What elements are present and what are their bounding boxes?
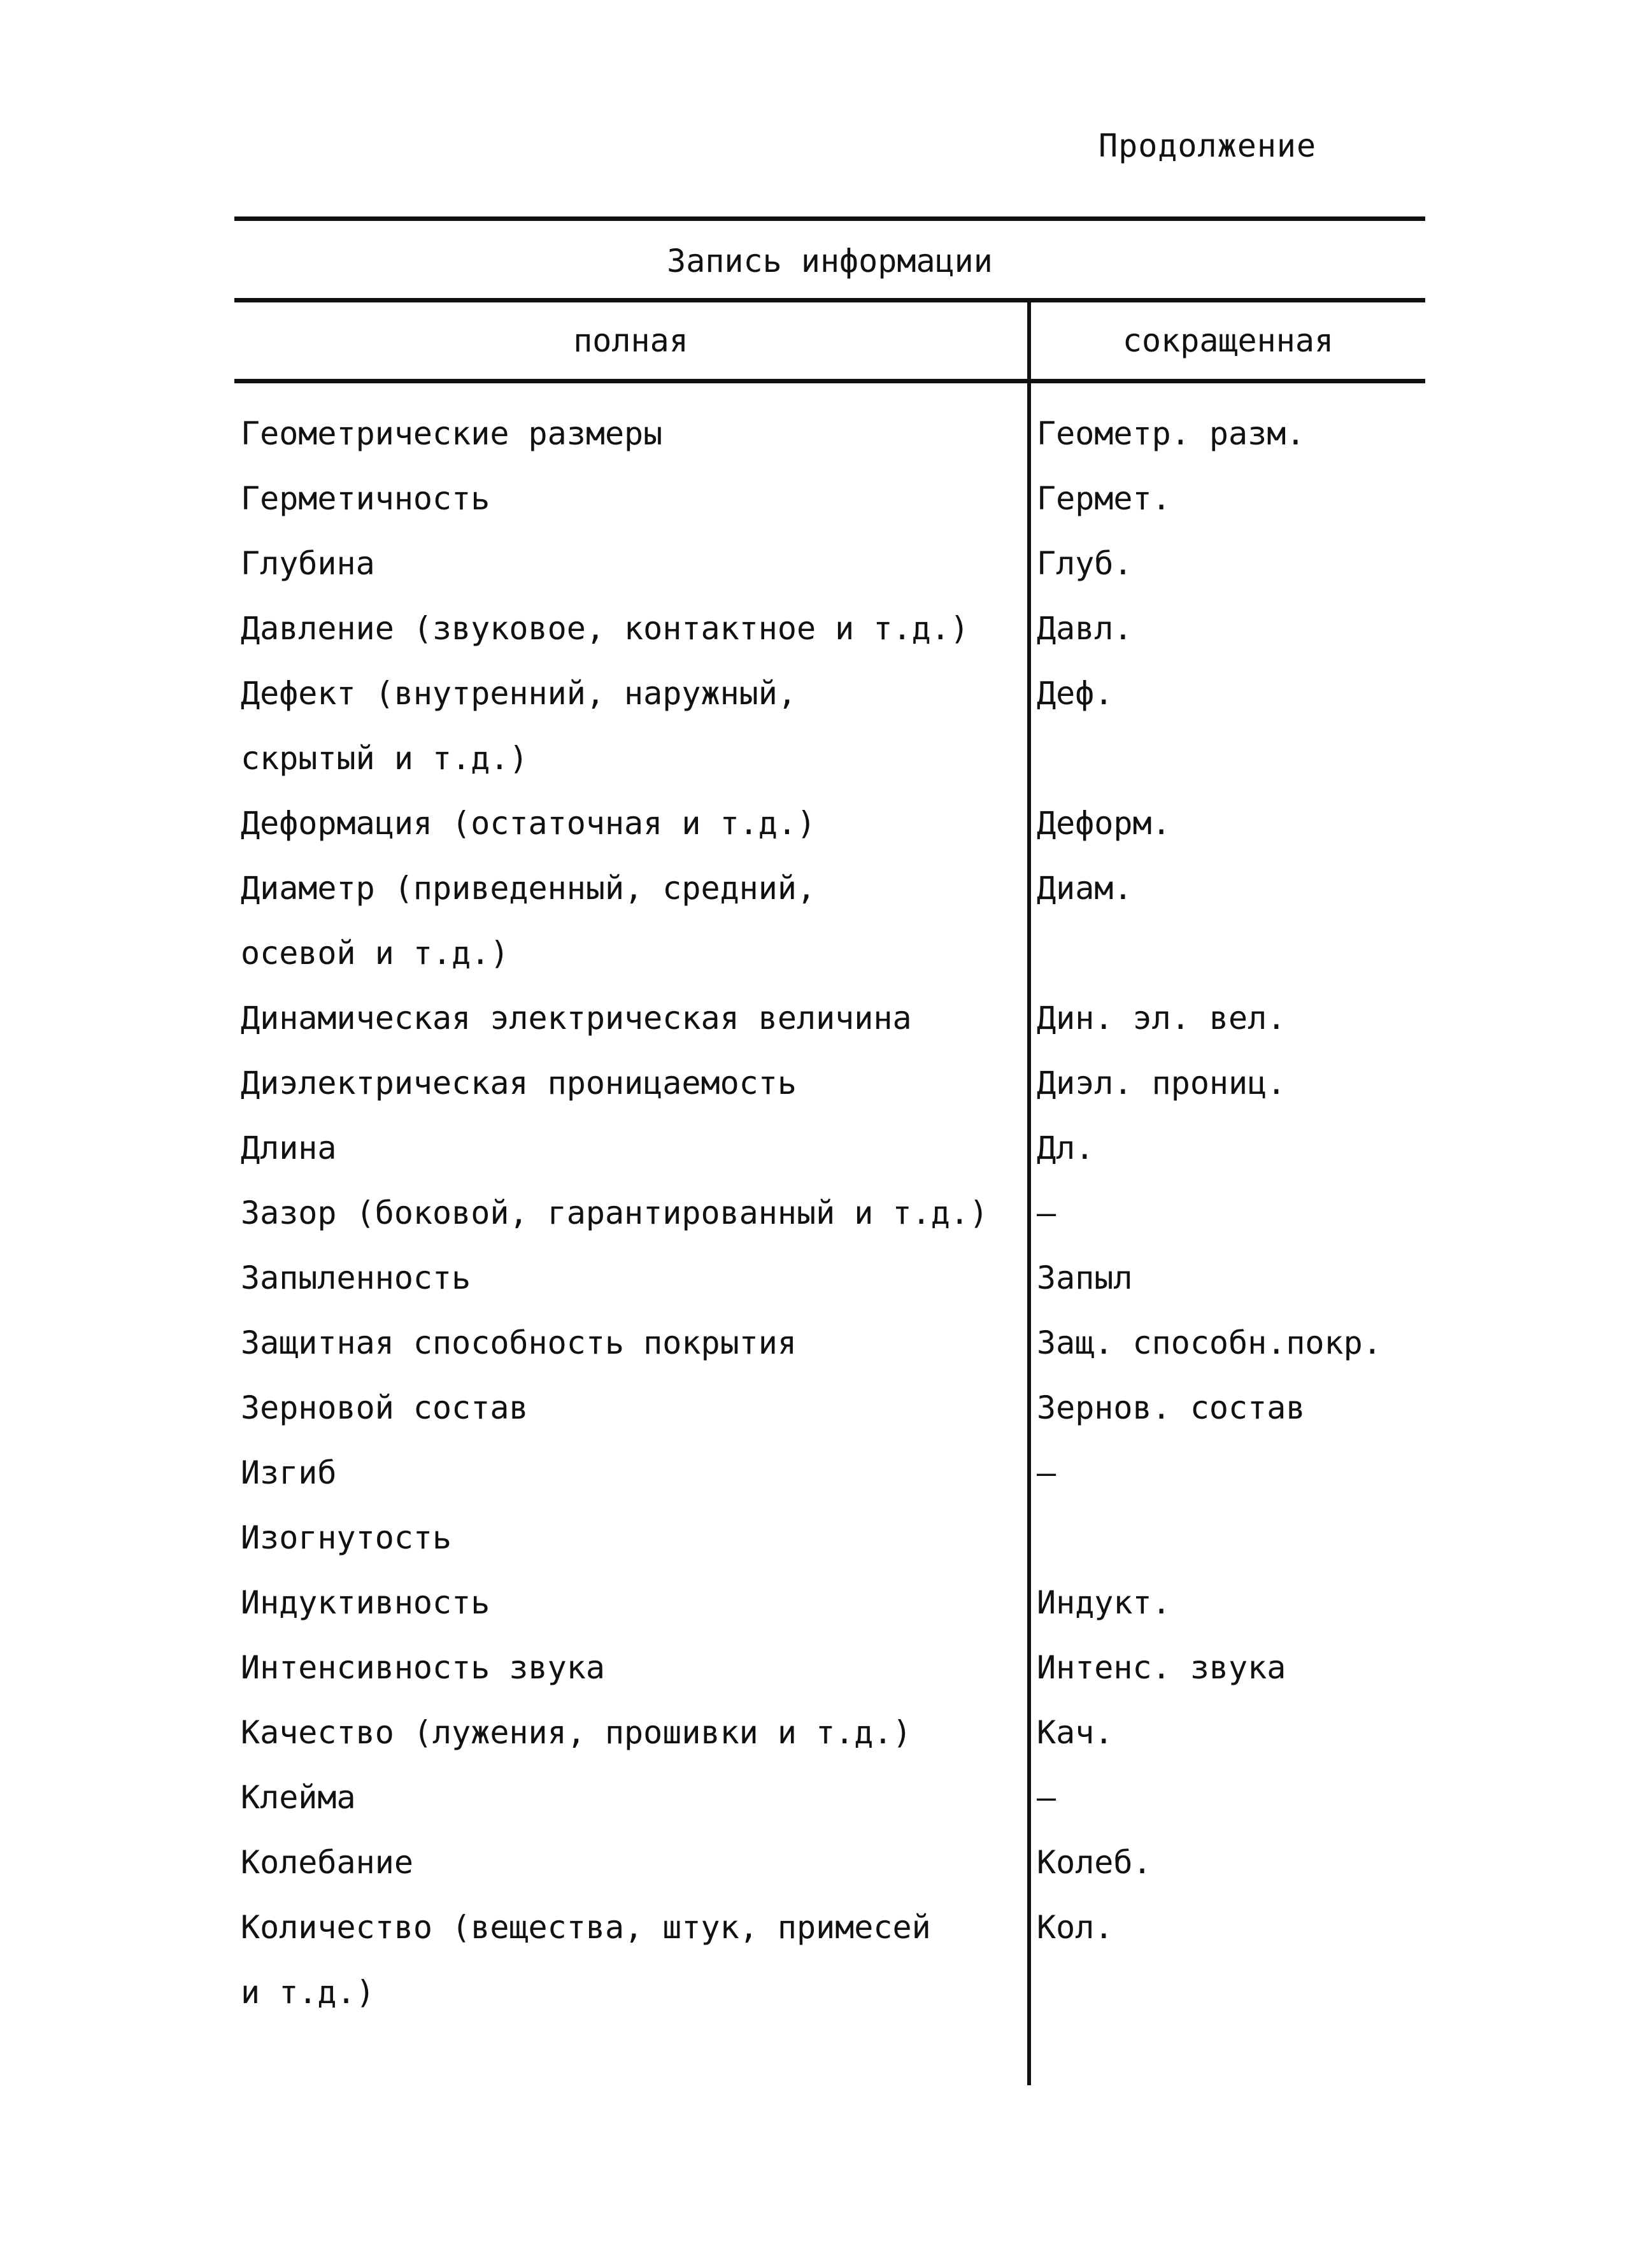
cell-full: Клейма (241, 1779, 356, 1816)
table-row (234, 1116, 1425, 1180)
cell-short: Глуб. (1037, 545, 1133, 582)
cell-short: Диам. (1037, 870, 1133, 907)
table-header: Запись информации (667, 243, 993, 280)
cell-short: – (1037, 1779, 1056, 1816)
table-row (234, 1830, 1425, 1895)
table-row (234, 401, 1425, 466)
table-row (234, 1765, 1425, 1830)
table-row (234, 1051, 1425, 1116)
table-header-rule (234, 298, 1425, 302)
cell-full: Диэлектрическая проницаемость (241, 1065, 797, 1102)
cell-full: Защитная способность покрытия (241, 1324, 797, 1361)
cell-short: Гермет. (1037, 480, 1171, 517)
column-header-full: полная (573, 322, 688, 359)
cell-short: Зернов. состав (1037, 1389, 1305, 1426)
cell-full: Дефект (внутренний, наружный, скрытый и т.д.) (241, 675, 797, 777)
cell-short: Дин. эл. вел. (1037, 1000, 1286, 1037)
cell-full: Колебание (241, 1844, 413, 1881)
cell-short: Деф. (1037, 675, 1114, 712)
table-row (234, 1505, 1425, 1570)
cell-short: Дл. (1037, 1130, 1095, 1166)
table-row (234, 1440, 1425, 1505)
cell-full: Геометрические размеры (241, 415, 663, 452)
continuation-label: Продолжение (1099, 127, 1317, 164)
table-row (234, 1310, 1425, 1375)
cell-short: Кол. (1037, 1909, 1114, 1946)
table-columns-rule (234, 379, 1425, 383)
table-row (234, 986, 1425, 1051)
cell-full: Длина (241, 1130, 337, 1166)
table-body (234, 401, 1425, 2025)
table-row (234, 531, 1425, 596)
cell-full: Индуктивность (241, 1584, 490, 1621)
cell-short: Деформ. (1037, 805, 1171, 842)
cell-full: Глубина (241, 545, 375, 582)
cell-full: Зерновой состав (241, 1389, 529, 1426)
cell-short: Геометр. разм. (1037, 415, 1305, 452)
table-row (234, 596, 1425, 661)
cell-full: Интенсивность звука (241, 1649, 605, 1686)
cell-full: Запыленность (241, 1259, 471, 1296)
cell-full: Герметичность (241, 480, 490, 517)
table-row (234, 661, 1425, 791)
cell-full: Изогнутость (241, 1519, 452, 1556)
table-row (234, 1570, 1425, 1635)
cell-full: Качество (лужения, прошивки и т.д.) (241, 1714, 912, 1751)
cell-short: Интенс. звука (1037, 1649, 1286, 1686)
column-header-short: сокращенная (1122, 322, 1334, 359)
table-row (234, 466, 1425, 531)
table-row (234, 1635, 1425, 1700)
cell-full: Изгиб (241, 1454, 337, 1491)
table-row (234, 1700, 1425, 1765)
table-row (234, 1245, 1425, 1310)
cell-short: Запыл (1037, 1259, 1133, 1296)
table-row (234, 791, 1425, 856)
table-top-rule (234, 216, 1425, 221)
cell-short: – (1037, 1194, 1056, 1231)
cell-full: Диаметр (приведенный, средний, осевой и т.д.) (241, 870, 816, 972)
table-row (234, 1180, 1425, 1245)
cell-short: Колеб. (1037, 1844, 1152, 1881)
cell-short (1021, 1505, 1412, 1570)
table-row (234, 856, 1425, 986)
cell-short: – (1037, 1454, 1056, 1491)
cell-full: Зазор (боковой, гарантированный и т.д.) (241, 1194, 988, 1231)
cell-full: Деформация (остаточная и т.д.) (241, 805, 816, 842)
cell-short: Индукт. (1037, 1584, 1171, 1621)
cell-short: Давл. (1037, 610, 1133, 647)
cell-short: Кач. (1037, 1714, 1114, 1751)
cell-full: Количество (вещества, штук, примесей и т.д.) (241, 1909, 931, 2011)
cell-short: Диэл. прониц. (1037, 1065, 1286, 1102)
cell-full: Динамическая электрическая величина (241, 1000, 912, 1037)
cell-short: Защ. способн.покр. (1037, 1324, 1382, 1361)
table-row (234, 1895, 1425, 2025)
cell-full: Давление (звуковое, контактное и т.д.) (241, 610, 969, 647)
table-row (234, 1375, 1425, 1440)
